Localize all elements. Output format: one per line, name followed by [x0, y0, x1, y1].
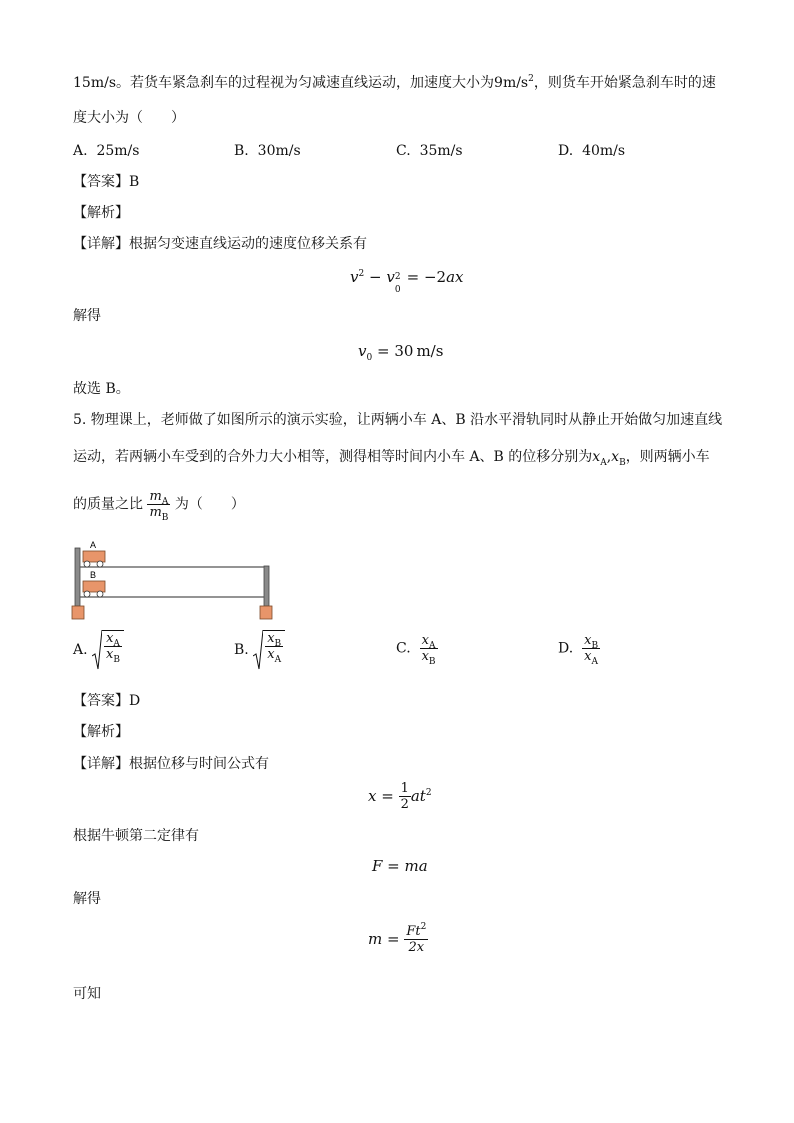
q5-answer: 【答案】D — [73, 693, 141, 709]
right-base — [260, 606, 272, 619]
q4-detail: 【详解】根据匀变速直线运动的速度位移关系有 — [73, 236, 367, 252]
q5-newton: 根据牛顿第二定律有 — [73, 828, 199, 844]
speed-value: 15 — [73, 75, 91, 91]
q5-conclude: 可知 — [73, 986, 101, 1002]
left-base — [72, 606, 84, 619]
q4-answer: 【答案】B — [73, 174, 140, 190]
q4-conclusion: 故选 B。 — [73, 381, 130, 397]
mass-ratio-fraction: $\frac{m_A}{m_B}$ — [149, 489, 169, 523]
q4-analysis: 【解析】 — [73, 205, 129, 221]
q4-line1 — [73, 76, 716, 90]
cart-b — [83, 581, 105, 597]
q4-text-end: ，则货车开始紧急刹车时的速 — [533, 75, 716, 91]
q4-option-d: D. 40m/s — [558, 143, 626, 159]
q5-line3: 的质量之比 $\frac{m_A}{m_B}$ 为（ ） — [73, 489, 245, 523]
q4-text: 。若货车紧急刹车的过程视为匀减速直线运动，加速度大小为 — [116, 75, 495, 91]
q5-analysis: 【解析】 — [73, 724, 129, 740]
q5-equation-3: m = $\frac{Ft^2}{2x}$ — [368, 922, 427, 955]
cart-b-label: B — [90, 570, 97, 580]
right-post — [264, 566, 269, 606]
q5-line2: 运动，若两辆小车受到的合外力大小相等，测得相等时间内小车 A、B 的位移分别为$x_A,x_B$，则两辆小车 — [73, 449, 710, 468]
q5-option-d: D. $\frac{x_B}{x_A}$ — [558, 633, 599, 667]
q5-equation-2: F = ma — [372, 857, 428, 875]
accel-exponent: 2 — [528, 74, 534, 84]
q4-option-c: C. 35m/s — [396, 143, 463, 159]
q5-solve: 解得 — [73, 891, 101, 907]
q4-solve: 解得 — [73, 308, 101, 324]
q5-option-a: A. $\frac{x_A}{x_B}$ — [73, 630, 124, 670]
left-post — [75, 548, 80, 606]
q5-equation-1: x = $\frac{1}{2}$ $at^2$ — [368, 781, 432, 812]
q5-option-c: C. $\frac{x_A}{x_B}$ — [396, 633, 436, 667]
cart-a-label: A — [90, 540, 97, 550]
accel-value: 9 — [494, 75, 503, 91]
q4-line2: 度大小为（ ） — [73, 110, 185, 126]
cart-rail-figure — [70, 538, 280, 622]
q4-equation-2: $v_0 = 30$ m/s — [358, 342, 444, 363]
q5-line1: 5. 物理课上，老师做了如图所示的演示实验，让两辆小车 A、B 沿水平滑轨同时从静止开始做匀加速直线 — [73, 412, 723, 428]
q5-detail: 【详解】根据位移与时间公式有 — [73, 756, 269, 772]
accel-unit: m/s — [502, 75, 529, 91]
speed-unit: m/s — [90, 75, 117, 91]
cart-a — [83, 551, 105, 567]
q4-option-a: A. 25m/s — [73, 143, 140, 159]
q4-equation-1: $v^2 - v$ 2 0 = −2ax — [350, 268, 464, 295]
q5-option-b: B. $\frac{x_B}{x_A}$ — [234, 630, 285, 670]
q4-option-b: B. 30m/s — [234, 143, 301, 159]
